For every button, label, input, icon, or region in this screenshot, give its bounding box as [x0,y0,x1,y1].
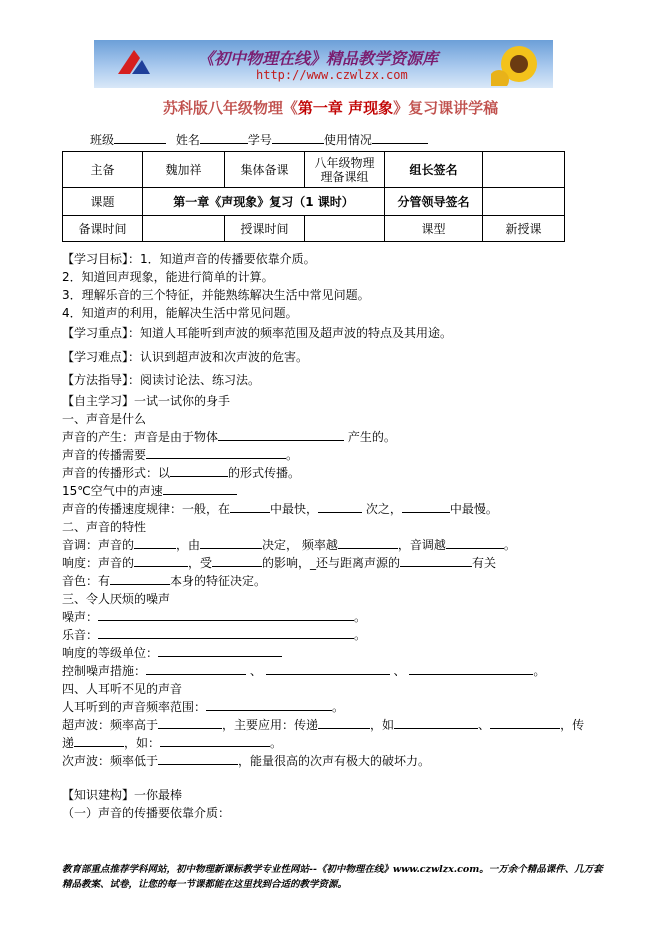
music-line: 乐音： 。 [62,628,367,642]
blank[interactable] [134,536,176,549]
blank[interactable] [266,662,390,675]
name-label: 姓名 [175,133,200,147]
sound-speed-line: 15℃空气中的声速 [62,482,237,499]
noise-control-line: 控制噪声措施： 、 、 。 [62,664,546,678]
blank[interactable] [158,716,222,729]
section-1-heading: 一、声音是什么 [62,412,147,426]
key-points: 【学习重点】：知道人耳能听到声波的频率范围及超声波的特点及其用途。 [62,326,453,340]
blank[interactable] [402,500,450,513]
ultrasound-line: 超声波：频率高于 ，主要应用：传递 ，如 、 ，传 [62,718,585,732]
table-row: 主备 魏加祥 集体备课 八年级物理理备课组 组长签名 [63,152,565,188]
id-blank[interactable] [272,131,324,144]
page-title: 苏科版八年级物理《第一章 声现象》复习课讲学稿 [162,99,499,117]
sound-medium-line: 声音的传播需要 。 [62,448,299,462]
blank[interactable] [490,716,560,729]
blank[interactable] [163,482,237,495]
blank[interactable] [98,626,354,639]
difficulties: 【学习难点】：认识到超声波和次声波的危害。 [62,350,309,364]
learning-goal-3: 3．理解乐音的三个特征，并能熟练解决生活中常见问题。 [62,288,370,302]
blank[interactable] [200,536,262,549]
blank[interactable] [338,536,398,549]
ultrasound-line-2: 递 ，如： 。 [62,736,283,750]
blank[interactable] [170,464,228,477]
knowledge-building-heading: 【知识建构】一你最棒 [62,788,183,802]
section-4-heading: 四、人耳听不见的声音 [62,682,183,696]
sound-speed-rule-line: 声音的传播速度规律：一般，在 中最快， 次之， 中最慢。 [62,502,498,516]
sound-origin-line: 声音的产生：声音是由于物体 产生的。 [62,430,396,444]
site-banner [94,40,553,88]
infrasound-line: 次声波：频率低于 ，能量很高的次声有极大的破坏力。 [62,754,431,768]
blank[interactable] [98,608,354,621]
blank[interactable] [400,554,472,567]
blank[interactable] [212,554,262,567]
blank[interactable] [206,698,332,711]
blank[interactable] [446,536,504,549]
pitch-line: 音调：声音的 ，由 决定， 频率越 ，音调越 。 [62,538,516,552]
timbre-line: 音色：有 本身的特征决定。 [62,574,267,588]
loudness-line: 响度：声音的 ，受 的影响，_还与距离声源的 有关 [62,556,497,570]
loudness-unit-line: 响度的等级单位： [62,644,282,661]
blank[interactable] [146,446,286,459]
learning-goal-4: 4．知道声的利用，能解决生活中常见问题。 [62,306,298,320]
method-guide: 【方法指导】：阅读讨论法、练习法。 [62,373,261,387]
blank[interactable] [318,716,370,729]
blank[interactable] [158,752,238,765]
logo-icon [114,44,154,84]
learning-goal-2: 2．知道回声现象，能进行简单的计算。 [62,270,274,284]
table-row: 课题 第一章《声现象》复习（1 课时） 分管领导签名 [63,188,565,216]
usage-label: 使用情况 [323,133,372,147]
table-row: 备课时间 授课时间 课型 新授课 [63,216,565,242]
blank[interactable] [158,644,282,657]
banner-url: http://www.czwlzx.com [256,68,408,82]
blank[interactable] [74,734,124,747]
section-2-heading: 二、声音的特性 [62,520,147,534]
sunflower-icon [491,42,547,86]
blank[interactable] [134,554,188,567]
name-blank[interactable] [200,131,248,144]
blank[interactable] [160,734,270,747]
blank[interactable] [230,500,270,513]
class-blank[interactable] [114,131,166,144]
self-study-heading: 【自主学习】一试一试你的身手 [62,394,231,408]
banner-brand: 《初中物理在线》精品教学资源库 [198,49,439,68]
lesson-info-table [62,151,565,242]
blank[interactable] [409,662,533,675]
class-label: 班级 [90,133,115,147]
usage-blank[interactable] [372,131,428,144]
learning-goal-1: 【学习目标】：1．知道声音的传播要依靠介质。 [62,252,316,266]
blank[interactable] [110,572,170,585]
noise-line: 噪声： 。 [62,610,367,624]
section-3-heading: 三、令人厌烦的噪声 [62,592,171,606]
hearing-range-line: 人耳听到的声音频率范围： 。 [62,700,345,714]
id-label: 学号 [247,133,272,147]
sound-form-line: 声音的传播形式：以 的形式传播。 [62,466,301,480]
knowledge-item-1: （一）声音的传播要依靠介质： [62,806,231,820]
blank[interactable] [318,500,362,513]
blank[interactable] [146,662,246,675]
page-footer: 教育部重点推荐学科网站，初中物理新课标教学专业性网站--《初中物理在线》www.czwlzx.com。一万余个精品课件、几万套精品教案、试卷，让您的每一节课都能在这里找到合适的教学资源。 [62,864,603,890]
blank[interactable] [394,716,478,729]
blank[interactable] [218,428,344,441]
student-info-row [90,131,428,148]
